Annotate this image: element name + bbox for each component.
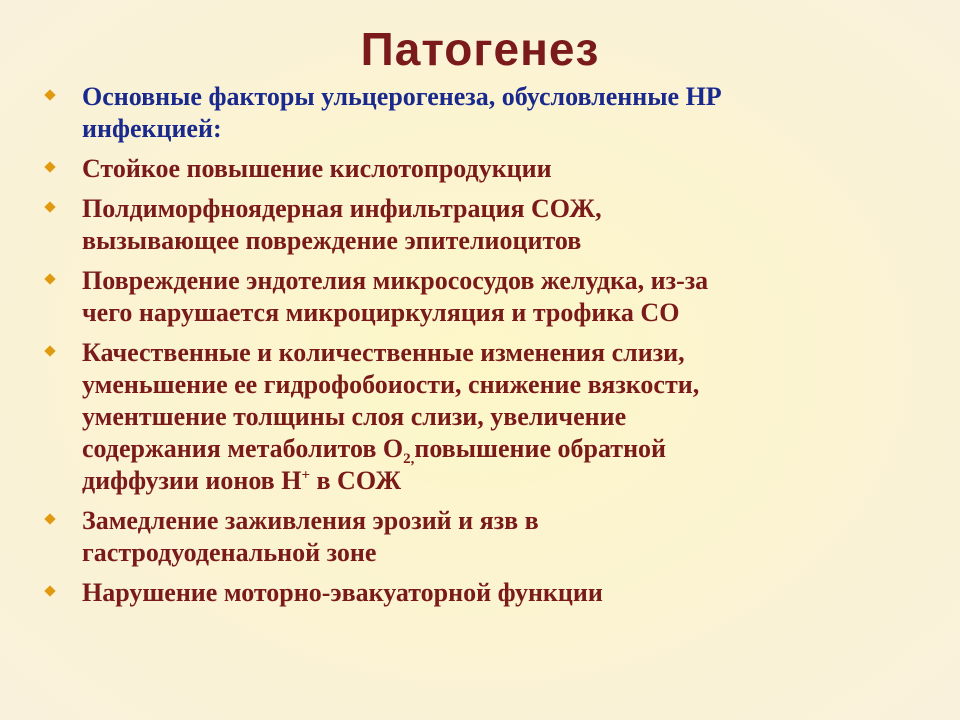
bullet-item [40,153,920,185]
diamond-bullet-icon [44,273,55,284]
bullet-line: инфекцией: [82,114,222,143]
text-segment: повышение обратной [414,434,667,463]
text-segment: диффузии ионов Н [82,466,302,495]
bullet-item [40,265,920,329]
bullet-line: вызывающее повреждение эпителиоцитов [82,226,582,255]
slide-title: Патогенез [360,23,600,75]
bullet-line: Полдиморфноядерная инфильтрация СОЖ, [82,194,602,223]
superscript-text: + [301,467,311,484]
bullet-item [40,193,920,257]
diamond-bullet-icon [44,345,55,356]
bullet-list [40,81,920,617]
bullet-line: ументшение толщины слоя слизи, увеличение [82,402,627,431]
bullet-line: Качественные и количественные изменения слизи, [82,338,685,367]
bullet-line [82,433,920,468]
bullet-line: Повреждение эндотелия микрососудов желудка, из-за [82,266,709,295]
bullet-line: Замедление заживления эрозий и язв в [82,506,539,535]
diamond-bullet-icon [44,161,55,172]
bullet-item [40,81,920,145]
bullet-line: Нарушение моторно-эвакуаторной функции [82,578,603,607]
bullet-line: Стойкое повышение кислотопродукции [82,154,552,183]
diamond-bullet-icon [44,513,55,524]
text-segment: в СОЖ [310,466,402,495]
bullet-line [82,465,920,497]
text-segment: содержания метаболитов О [82,434,404,463]
diamond-bullet-icon [44,89,55,100]
subscript-text: 2, [403,451,415,468]
bullet-item [40,505,920,569]
bullet-item [40,337,920,497]
bullet-item [40,577,920,609]
diamond-bullet-icon [44,201,55,212]
bullet-line: Основные факторы ульцерогенеза, обусловленные НР [82,82,722,111]
bullet-line: чего нарушается микроциркуляция и трофика СО [82,298,680,327]
diamond-bullet-icon [44,585,55,596]
bullet-line: уменьшение ее гидрофобоиости, снижение вязкости, [82,370,700,399]
bullet-line: гастродуоденальной зоне [82,538,377,567]
